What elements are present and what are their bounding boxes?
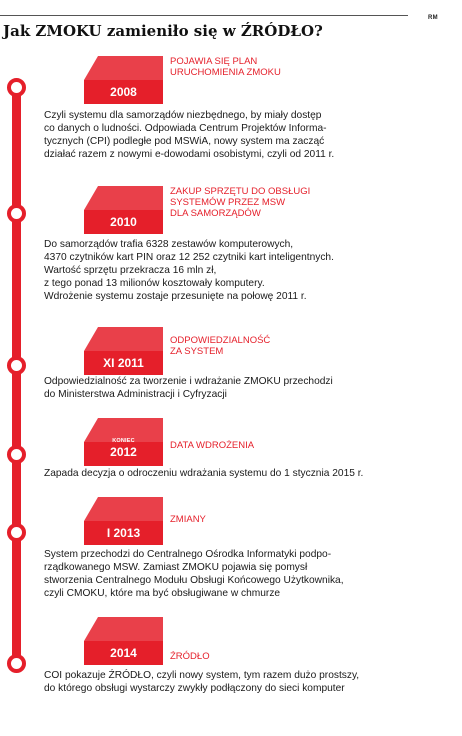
headline-line: ŹRÓDŁO [170, 651, 210, 662]
event-description [44, 375, 333, 401]
description-line: stworzenia Centralnego Modułu Obsługi Końcowego Użytkownika, [44, 575, 344, 586]
description-line: do którego obsługi wystarczy zwykły podłączony do sieci komputer [44, 683, 345, 694]
description-line: czyli CMOKU, które ma być obsługiwane w chmurze [44, 588, 281, 599]
headline-line: ODPOWIEDZIALNOŚĆ [170, 335, 271, 346]
headline-line: URUCHOMIENIA ZMOKU [170, 67, 281, 78]
event-description [44, 467, 363, 480]
date-badge [84, 497, 163, 545]
timeline-rail [12, 88, 21, 664]
description-line: Odpowiedzialność za tworzenie i wdrażanie ZMOKU przechodzi [44, 376, 333, 387]
author-credit: RM [428, 15, 438, 21]
timeline-node [7, 654, 26, 673]
timeline-node [7, 445, 26, 464]
description-line: co danych o ludności. Odpowiada Centrum Projektów Informa- [44, 123, 327, 134]
event-headline [170, 335, 270, 357]
headline-line: SYSTEMÓW PRZEZ MSW [170, 197, 286, 208]
description-line: tycznych (CPI) podległe pod MSWiA, nowy system ma zacząć [44, 136, 325, 147]
description-line: System przechodzi do Centralnego Ośrodka Informatyki podpo- [44, 549, 332, 560]
event-description [44, 548, 344, 600]
badge-date: 2012 [110, 445, 137, 459]
badge-date: 2014 [110, 646, 137, 660]
top-rule [0, 15, 408, 16]
description-line: Do samorządów trafia 6328 zestawów komputerowych, [44, 239, 294, 250]
description-line: z tego ponad 13 milionów kosztowały komputery. [44, 278, 265, 289]
headline-line: DLA SAMORZĄDÓW [170, 208, 261, 219]
event-headline [170, 514, 206, 525]
event-headline [170, 186, 310, 219]
badge-date: I 2013 [106, 526, 141, 540]
timeline-node [7, 78, 26, 97]
headline-line: ZA SYSTEM [170, 346, 224, 357]
date-badge [84, 418, 163, 466]
timeline-node [7, 523, 26, 542]
description-line: Czyli systemu dla samorządów niezbędnego, by miały dostęp [44, 110, 322, 121]
date-badge [84, 327, 163, 375]
description-line: Zapada decyzja o odroczeniu wdrażania systemu do 1 stycznia 2015 r. [44, 468, 364, 479]
event-description [44, 109, 334, 161]
badge-roof [84, 186, 163, 210]
event-headline [170, 440, 254, 451]
badge-date: 2010 [110, 215, 137, 229]
badge-date: 2008 [110, 85, 137, 99]
description-line: do Ministerstwa Administracji i Cyfryzacji [44, 389, 227, 400]
description-line: 4370 czytników kart PIN oraz 12 252 czytniki kart inteligentnych. [44, 252, 334, 263]
headline-line: ZAKUP SPRZĘTU DO OBSŁUGI [170, 186, 311, 197]
badge-date: XI 2011 [103, 356, 144, 370]
badge-roof [84, 56, 163, 80]
description-line: rządkowanego MSW. Zamiast ZMOKU pojawia się pomysł [44, 562, 308, 573]
page-title: Jak ZMOKU zamieniło się w ŹRÓDŁO? [3, 22, 323, 40]
description-line: działać razem z nowymi e-dowodami osobistymi, czyli od 2011 r. [44, 149, 335, 160]
badge-roof [84, 497, 163, 521]
badge-sublabel: KONIEC [112, 438, 135, 444]
event-headline [170, 56, 281, 78]
event-headline [170, 651, 210, 662]
badge-roof [84, 327, 163, 351]
description-line: Wdrożenie systemu zostaje przesunięte na połowę 2011 r. [44, 291, 307, 302]
badge-roof [84, 617, 163, 641]
date-badge [84, 56, 163, 104]
timeline-node [7, 356, 26, 375]
description-line: COI pokazuje ŹRÓDŁO, czyli nowy system, tym razem dużo prostszy, [44, 670, 360, 681]
headline-line: POJAWIA SIĘ PLAN [170, 56, 258, 67]
date-badge [84, 617, 163, 665]
description-line: Wartość sprzętu przekracza 16 mln zł, [44, 265, 217, 276]
event-description [44, 238, 334, 303]
headline-line: DATA WDROŻENIA [170, 440, 255, 451]
headline-line: ZMIANY [170, 514, 206, 525]
date-badge [84, 186, 163, 234]
event-description [44, 669, 359, 695]
timeline-node [7, 204, 26, 223]
